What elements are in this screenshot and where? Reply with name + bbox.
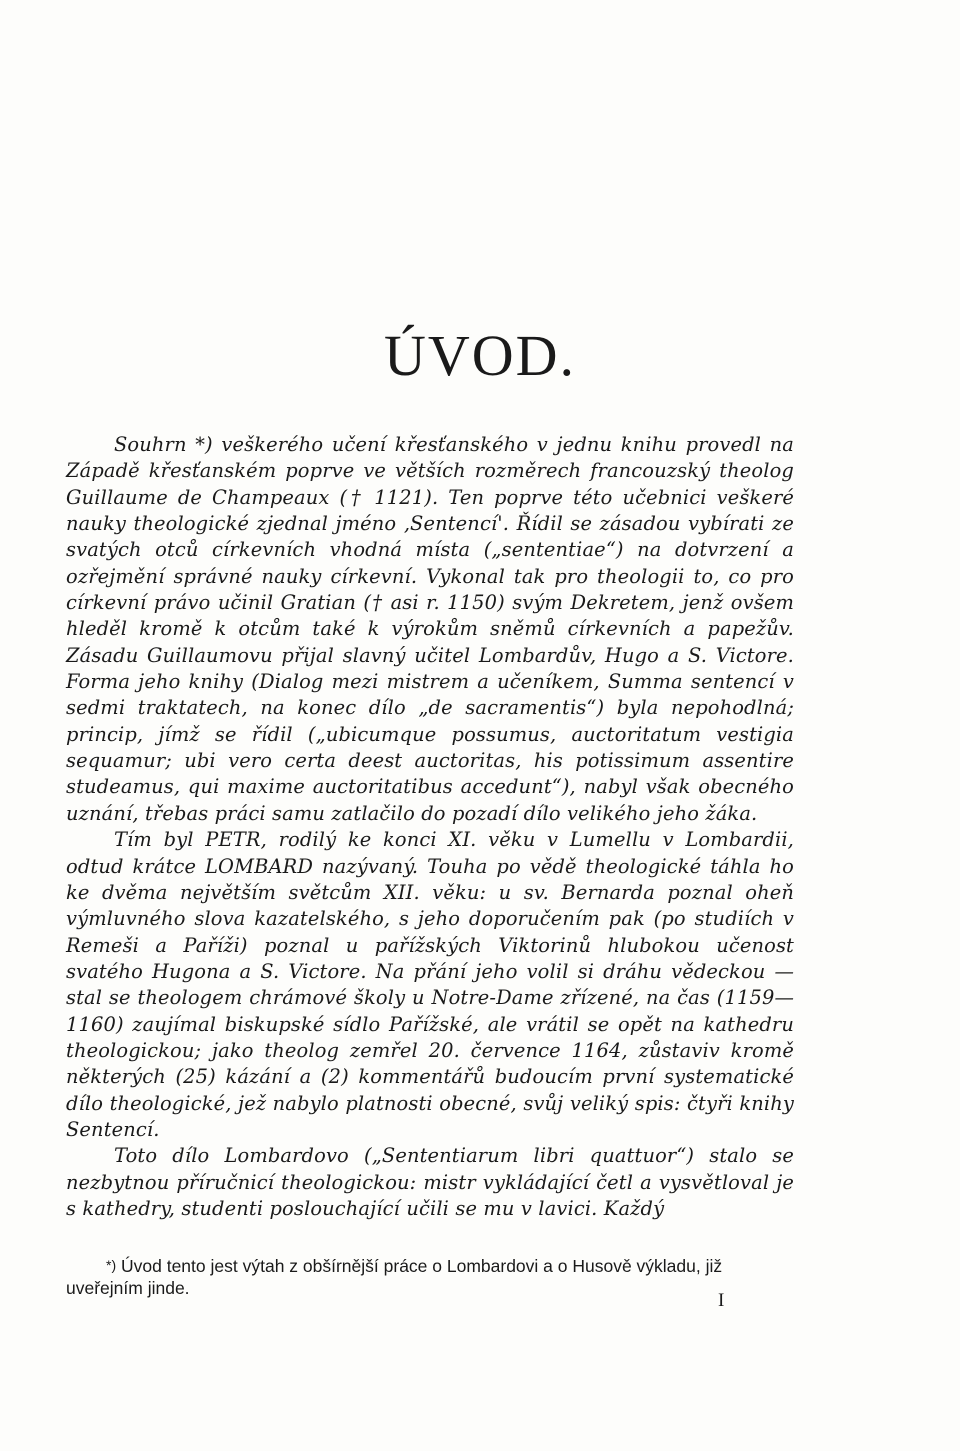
footnote xyxy=(66,1254,794,1299)
footnote-mark: *) xyxy=(106,1257,117,1273)
body-text xyxy=(66,432,794,1222)
footnote-text: Úvod tento jest výtah z obšírnější práce o Lombardovi a o Husově výkladu, již uveřejním jinde. xyxy=(66,1256,723,1298)
paragraph-3: Toto dílo Lombardovo („Sententiarum libri quattuor“) stalo se nezbytnou příručnicí theologickou: mistr vykládající četl a vysvětloval je s kathedry, studenti poslouchající učili se mu v lavici. Každý xyxy=(66,1144,794,1220)
paragraph-1: Souhrn *) veškerého učení křesťanského v jednu knihu provedl na Západě křesťanském poprve ve větších rozměrech francouzský theolog Guillaume de Champeaux († 1121). Ten poprve této učebnici veškeré nauky theologické zjednal jméno ‚Sentencí'. Řídil se zásadou vybírati ze svatých otců církevních vhodná místa („sententiae“) na dotvrzení a ozřejmění správné nauky církevní. Vykonal tak pro theologii to, co pro církevní právo učinil Gratian († asi r. 1150) svým Dekretem, jenž ovšem hleděl kromě k otcům také k výrokům sněmů církevních a papežův. Zásadu Guillaumovu přijal slavný učitel Lombardův, Hugo a S. Victore. Forma jeho knihy (Dialog mezi mistrem a učeníkem, Summa sentencí v sedmi traktatech, na konec dílo „de sacramentis“) byla nepohodlná; princip, jímž se řídil („ubicumque possumus, auctoritatum vestigia sequamur; ubi vero certa deest auctoritas, his potissimum assentire studeamus, qui maxime auctoritatibus accedunt“), nabyl však obecného uznání, třebas práci samu zatlačilo do pozadí dílo velikého jeho žáka. xyxy=(66,433,794,825)
page-number: I xyxy=(718,1290,725,1311)
paragraph-2: Tím byl PETR, rodilý ke konci XI. věku v Lumellu v Lombardii, odtud krátce LOMBARD nazývaný. Touha po vědě theologické táhla ho ke dvěma největším světcům XII. věku: u sv. Bernarda poznal oheň výmluvného slova kazatelského, s jeho doporučením pak (po studiích v Remeši a Paříži) poznal u pařížských Viktorinů hlubokou učenost svatého Hugona a S. Victore. Na přání jeho volil si dráhu vědeckou — stal se theologem chrámové školy u Notre-Dame zřízené, na čas (1159—1160) zaujímal biskupské sídlo Pařížské, ale vrátil se opět na kathedru theologickou; jako theolog zemřel 20. července 1164, zůstaviv kromě některých (25) kázání a (2) kommentářů budoucím první systematické dílo theologické, jež nabylo platnosti obecné, svůj veliký spis: čtyři knihy Sentencí. xyxy=(66,828,794,1141)
chapter-heading: ÚVOD. xyxy=(383,323,577,388)
